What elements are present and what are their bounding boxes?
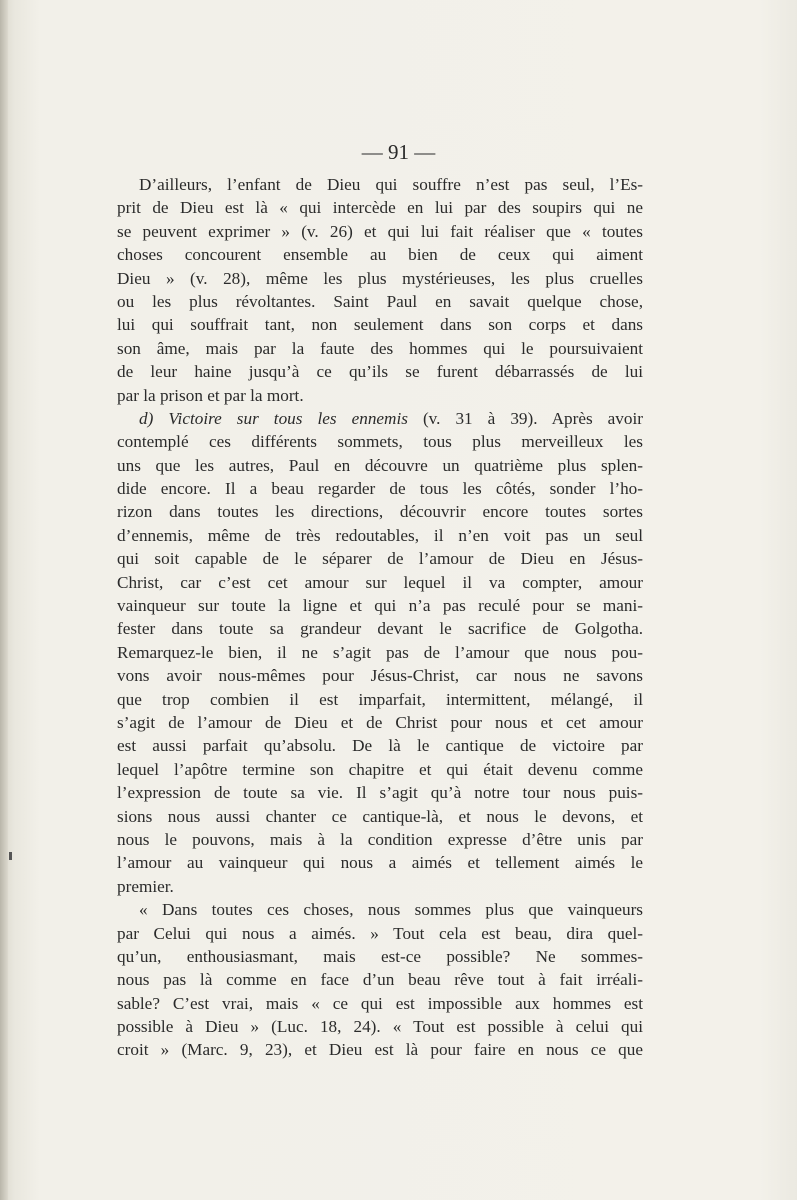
text-line: « Dans toutes ces choses, nous sommes plus que vainqueurs [139, 900, 643, 920]
text-line: sable? C’est vrai, mais « ce qui est impossible aux hommes est [117, 993, 643, 1013]
text-line: contemplé ces différents sommets, tous plus merveilleux les [117, 432, 643, 452]
text-line: Remarquez-le bien, il ne s’agit pas de l’amour que nous pou- [117, 642, 643, 662]
text-line: par Celui qui nous a aimés. » Tout cela est beau, dira quel- [117, 923, 643, 943]
text-line: que trop combien il est imparfait, intermittent, mélangé, il [117, 689, 643, 709]
margin-mark [9, 852, 12, 860]
text-line: croit » (Marc. 9, 23), et Dieu est là pour faire en nous ce que [117, 1040, 643, 1060]
body-text [117, 173, 643, 1062]
text-line: Dieu » (v. 28), même les plus mystérieuses, les plus cruelles [117, 268, 643, 288]
text-line: fester dans toute sa grandeur devant le sacrifice de Golgotha. [117, 619, 643, 639]
text-line: dide encore. Il a beau regarder de tous les côtés, sonder l’ho- [117, 479, 643, 499]
text-line: uns que les autres, Paul en découvre un quatrième plus splen- [117, 455, 643, 475]
text-line: nous pas là comme en face d’un beau rêve tout à fait irréali- [117, 970, 643, 990]
text-line: ou les plus révoltantes. Saint Paul en savait quelque chose, [117, 291, 643, 311]
text-line: choses concourent ensemble au bien de ceux qui aiment [117, 245, 643, 265]
page-number: — 91 — [361, 140, 436, 164]
text-line: sions nous aussi chanter ce cantique-là, et nous le devons, et [117, 806, 643, 826]
section-heading: d) Victoire sur tous les ennemis [139, 408, 408, 428]
text-line: qu’un, enthousiasmant, mais est-ce possible? Ne sommes- [117, 946, 643, 966]
page-binding-edge [0, 0, 8, 1200]
section-heading-line [117, 407, 643, 430]
section-heading-rest: (v. 31 à 39). Après avoir [407, 408, 643, 428]
text-line: nous le pouvons, mais à la condition expresse d’être unis par [117, 829, 643, 849]
text-line: l’expression de toute sa vie. Il s’agit qu’à notre tour nous puis- [117, 783, 643, 803]
text-line: premier. [117, 876, 174, 896]
text-line: l’amour au vainqueur qui nous a aimés et tellement aimés le [117, 853, 643, 873]
text-line: lui qui souffrait tant, non seulement dans son corps et dans [117, 315, 643, 335]
text-line: par la prison et par la mort. [117, 385, 304, 405]
text-line: vainqueur sur toute la ligne et qui n’a pas reculé pour se mani- [117, 596, 643, 616]
text-line: rizon dans toutes les directions, découvrir encore toutes sortes [117, 502, 643, 522]
text-line: vons avoir nous-mêmes pour Jésus-Christ, car nous ne savons [117, 666, 643, 686]
text-line: son âme, mais par la faute des hommes qui le poursuivaient [117, 338, 643, 358]
text-line: D’ailleurs, l’enfant de Dieu qui souffre n’est pas seul, l’Es- [139, 175, 643, 194]
text-line: de leur haine jusqu’à ce qu’ils se furent débarrassés de lui [117, 362, 643, 382]
text-line: Christ, car c’est cet amour sur lequel il va compter, amour [117, 572, 643, 592]
text-line: prit de Dieu est là « qui intercède en lui par des soupirs qui ne [117, 198, 643, 218]
text-line: se peuvent exprimer » (v. 26) et qui lui fait réaliser que « toutes [117, 221, 643, 241]
text-line: qui soit capable de le séparer de l’amour de Dieu en Jésus- [117, 549, 643, 569]
text-line: s’agit de l’amour de Dieu et de Christ pour nous et cet amour [117, 712, 643, 732]
text-line: possible à Dieu » (Luc. 18, 24). « Tout est possible à celui qui [117, 1017, 643, 1037]
text-line: d’ennemis, même de très redoutables, il n’en voit pas un seul [117, 525, 643, 545]
text-line: est aussi parfait qu’absolu. De là le cantique de victoire par [117, 736, 643, 756]
text-line: lequel l’apôtre termine son chapitre et qui était devenu comme [117, 759, 643, 779]
